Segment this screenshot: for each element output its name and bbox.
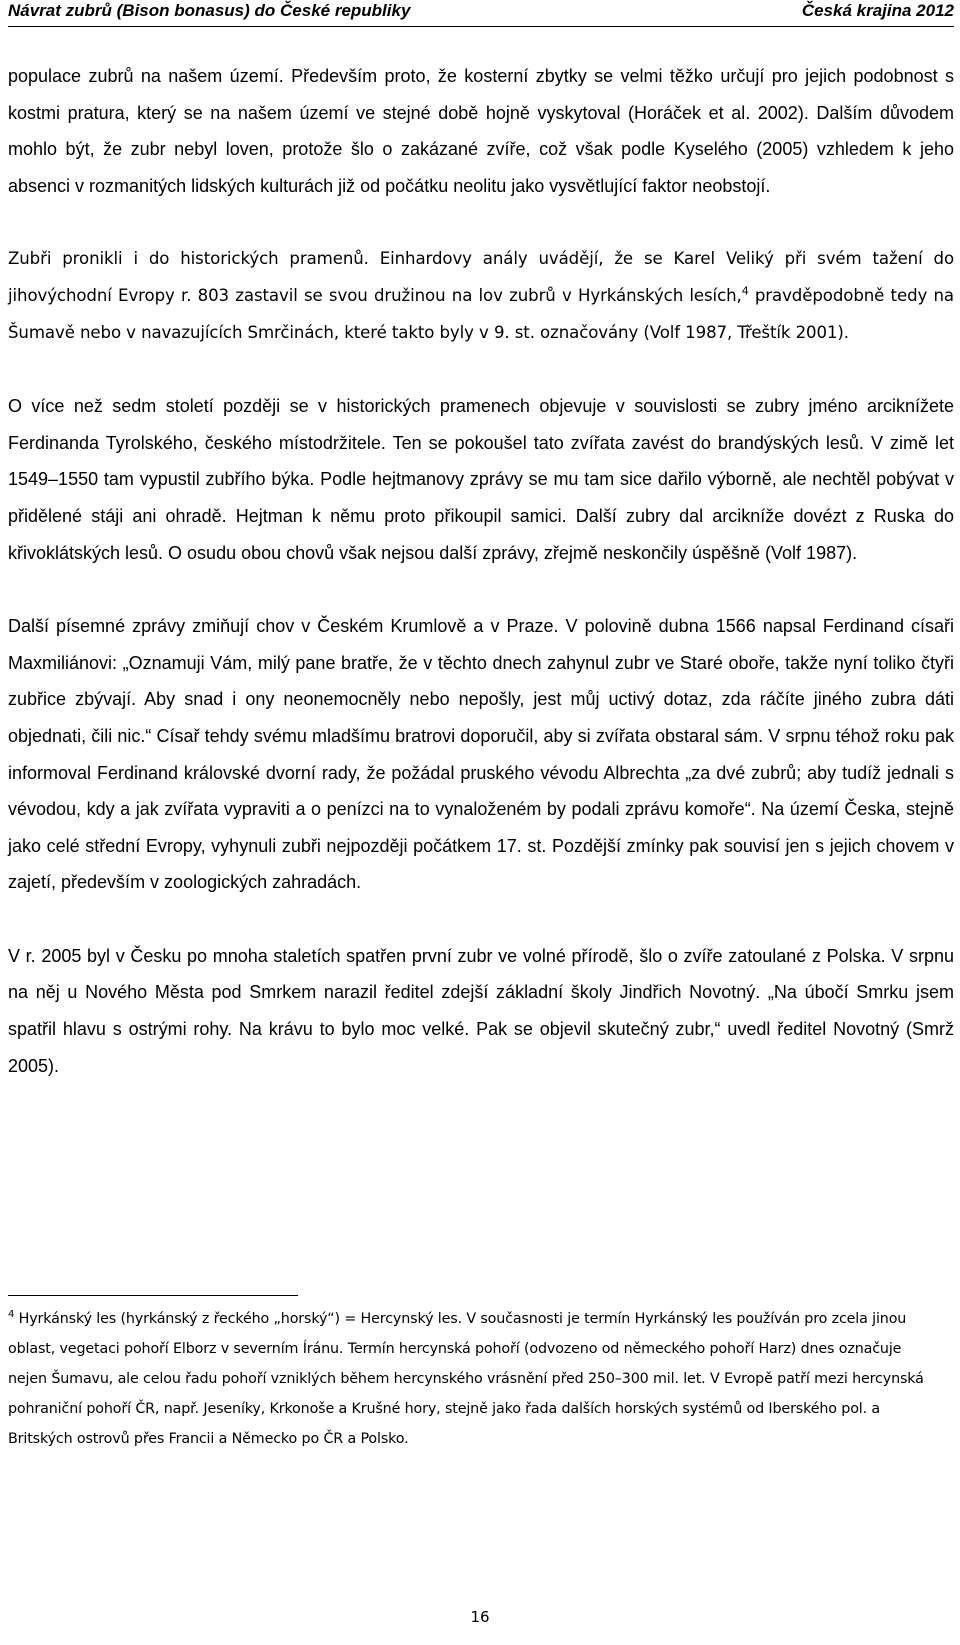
footnote (8, 1305, 938, 1455)
paragraph-4: Další písemné zprávy zmiňují chov v Českém Krumlově a v Praze. V polovině dubna 1566 napsal Ferdinand císaři Maxmiliánovi: „Oznamuji Vám, milý pane bratře, že v těchto dnech zahynul zubr ve Staré oboře, takže nyní toliko čtyři zubřice zbývají. Aby snad i ony neonemocněly nebo nepošly, jest můj uctivý dotaz, zda ráčíte jiného zubra dáti objednati, čili nic.“ Císař tehdy svému mladšímu bratrovi doporučil, aby si zvířata obstaral sám. V srpnu téhož roku pak informoval Ferdinand královské dvorní rady, že požádal pruského vévodu Albrechta „za dvé zubrů; aby tudíž jednali s vévodou, kdy a jak zvířata vypraviti a o penízci na to vynaloženém by podali zprávu komoře“. Na území Česka, stejně jako celé střední Evropy, vyhynuli zubři nejpozději počátkem 17. st. Pozdější zmínky pak souvisí jen s jejich chovem v zajetí, především v zoologických zahradách. (8, 616, 954, 893)
header-article-title: Návrat zubrů (Bison bonasus) do České republiky (8, 1, 411, 20)
paragraph-3: O více než sedm století později se v historických pramenech objevuje v souvislosti se zubry jméno arciknížete Ferdinanda Tyrolského, českého místodržitele. Ten se pokoušel tato zvířata zavést do brandýských lesů. V zimě let 1549–1550 tam vypustil zubřího býka. Podle hejtmanovy zprávy se mu tam sice dařilo výborně, ale nechtěl pobývat v přidělené stáji ani ohradě. Hejtman k němu proto přikoupil samici. Další zubry dal arcikníže dovézt z Ruska do křivoklátských lesů. O osudu obou chovů však nejsou další zprávy, zřejmě neskončily úspěšně (Volf 1987). (8, 396, 954, 563)
footnote-number: 4 (8, 1309, 15, 1321)
article-body (8, 58, 954, 1121)
footnote-text: Hyrkánský les (hyrkánský z řeckého „horský“) = Hercynský les. V současnosti je termín Hyrkánský les používán pro zcela jinou oblast, vegetaci pohoří Elborz v severním Íránu. Termín hercynská pohoří (odvozeno od německého pohoří Harz) dnes označuje nejen Šumavu, ale celou řadu pohoří vzniklých během hercynského vrásnění před 250–300 mil. let. V Evropě patří mezi hercynská pohraniční pohoří ČR, např. Jeseníky, Krkonoše a Krušné hory, stejně jako řada dalších horských systémů od Iberského pol. a Britských ostrovů přes Francii a Německo po ČR a Polsko. (8, 1311, 924, 1447)
paragraph-2 (8, 241, 954, 351)
paragraph-2-part-a: Zubři pronikli i do historických pramenů. Einhardovy anály uvádějí, že se Karel Veliký při svém tažení do jihovýchodní Evropy r. 803 zastavil se svou družinou na lov zubrů v Hyrkánských lesích, (8, 249, 954, 305)
paragraph-1: populace zubrů na našem území. Především proto, že kosterní zbytky se velmi těžko určují pro jejich podobnost s kostmi pratura, který se na našem území ve stejné době hojně vyskytoval (Horáček et al. 2002). Dalším důvodem mohlo být, že zubr nebyl loven, protože šlo o zakázané zvíře, což však podle Kyselého (2005) vzhledem k jeho absenci v rozmanitých lidských kulturách již od počátku neolitu jako vysvětlující faktor neobstojí. (8, 66, 954, 196)
footnote-separator (8, 1295, 298, 1296)
header-journal-name: Česká krajina 2012 (801, 1, 954, 20)
page-header (8, 0, 954, 27)
footnote-reference[interactable]: 4 (741, 284, 749, 298)
paragraph-2-part-b: pravděpodobně tedy na Šumavě nebo v navazujících Smrčinách, které takto byly v 9. st. označovány (Volf 1987, Třeštík 2001). (8, 285, 954, 342)
page-number: 16 (470, 1608, 490, 1626)
paragraph-5: V r. 2005 byl v Česku po mnoha staletích spatřen první zubr ve volné přírodě, šlo o zvíře zatoulané z Polska. V srpnu na něj u Nového Města pod Smrkem narazil ředitel zdejší základní školy Jindřich Novotný. „Na úbočí Smrku jsem spatřil hlavu s ostrými rohy. Na krávu to bylo moc velké. Pak se objevil skutečný zubr,“ uvedl ředitel Novotný (Smrž 2005). (8, 945, 954, 1076)
